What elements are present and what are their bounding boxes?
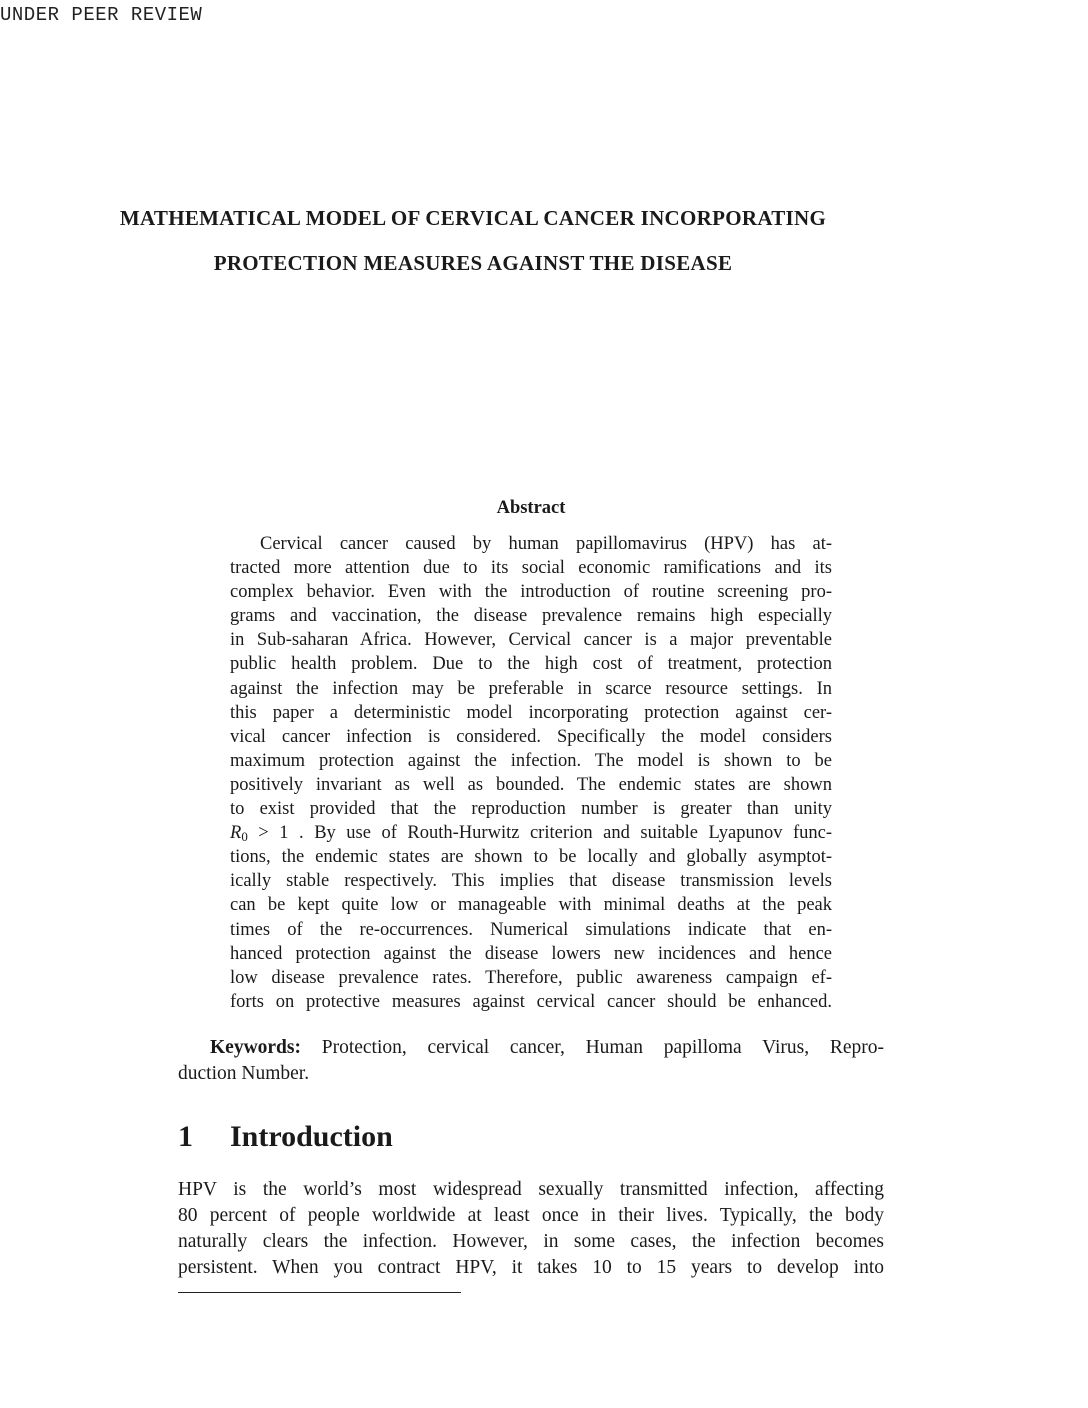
abstract-heading: Abstract: [496, 498, 566, 518]
abstract-body: [230, 532, 832, 1014]
abstract-line-r0: [230, 821, 832, 845]
abstract-line: low disease prevalence rates. Therefore, public awareness campaign ef-: [230, 967, 832, 988]
abstract-line: times of the re-occurrences. Numerical simulations indicate that en-: [230, 919, 832, 940]
abstract-line: forts on protective measures against cervical cancer should be enhanced.: [230, 991, 832, 1012]
abstract-line: grams and vaccination, the disease prevalence remains high especially: [230, 606, 832, 627]
abstract-line: maximum protection against the infection. The model is shown to be: [230, 750, 832, 771]
abstract-line: vical cancer infection is considered. Specifically the model considers: [230, 726, 832, 747]
abstract-line: tracted more attention due to its social economic ramifications and its: [230, 558, 832, 579]
intro-line: naturally clears the infection. However, in some cases, the infection becomes: [178, 1231, 884, 1252]
abstract-line: hanced protection against the disease lowers new incidences and hence: [230, 943, 832, 964]
keywords-label: Keywords:: [210, 1037, 301, 1058]
r0-subscript: 0: [241, 829, 248, 845]
abstract-line: in Sub-saharan Africa. However, Cervical cancer is a major preventable: [230, 630, 832, 651]
abstract-line: ically stable respectively. This implies that disease transmission levels: [230, 871, 832, 892]
keywords-text: Protection, cervical cancer, Human papilloma Virus, Repro-: [301, 1037, 884, 1058]
r0-line-rest: By use of Routh-Hurwitz criterion and suitable Lyapunov func-: [303, 823, 832, 844]
abstract-line: to exist provided that the reproduction number is greater than unity: [230, 799, 832, 820]
section-number: 1: [178, 1120, 193, 1153]
abstract-line: this paper a deterministic model incorporating protection against cer-: [230, 702, 832, 723]
abstract-line: can be kept quite low or manageable with minimal deaths at the peak: [230, 895, 832, 916]
r0-symbol: R: [230, 823, 242, 844]
paper-title-line-1: MATHEMATICAL MODEL OF CERVICAL CANCER INCORPORATING: [119, 206, 827, 230]
intro-line: HPV is the world’s most widespread sexually transmitted infection, affecting: [178, 1179, 884, 1200]
abstract-line: tions, the endemic states are shown to be locally and globally asymptot-: [230, 847, 832, 868]
introduction-body: [178, 1177, 884, 1281]
abstract-line: public health problem. Due to the high cost of treatment, protection: [230, 654, 832, 675]
section-title: Introduction: [230, 1120, 393, 1153]
keywords-line-1: [178, 1035, 884, 1061]
intro-line: persistent. When you contract HPV, it takes 10 to 15 years to develop into: [178, 1257, 884, 1278]
abstract-line: complex behavior. Even with the introduction of routine screening pro-: [230, 582, 832, 603]
intro-line: 80 percent of people worldwide at least once in their lives. Typically, the body: [178, 1205, 884, 1226]
footnote-rule: [178, 1292, 461, 1293]
r0-condition: > 1 .: [247, 823, 304, 844]
paper-title-line-2: PROTECTION MEASURES AGAINST THE DISEASE: [213, 251, 733, 275]
keywords-block: [178, 1035, 884, 1087]
section-heading-introduction: [178, 1120, 393, 1154]
peer-review-watermark: UNDER PEER REVIEW: [0, 4, 203, 26]
keywords-line-2: duction Number.: [178, 1063, 310, 1084]
abstract-line: Cervical cancer caused by human papillomavirus (HPV) has at-: [260, 534, 832, 554]
abstract-line: positively invariant as well as bounded. The endemic states are shown: [230, 774, 832, 795]
abstract-line: against the infection may be preferable in scarce resource settings. In: [230, 678, 832, 699]
